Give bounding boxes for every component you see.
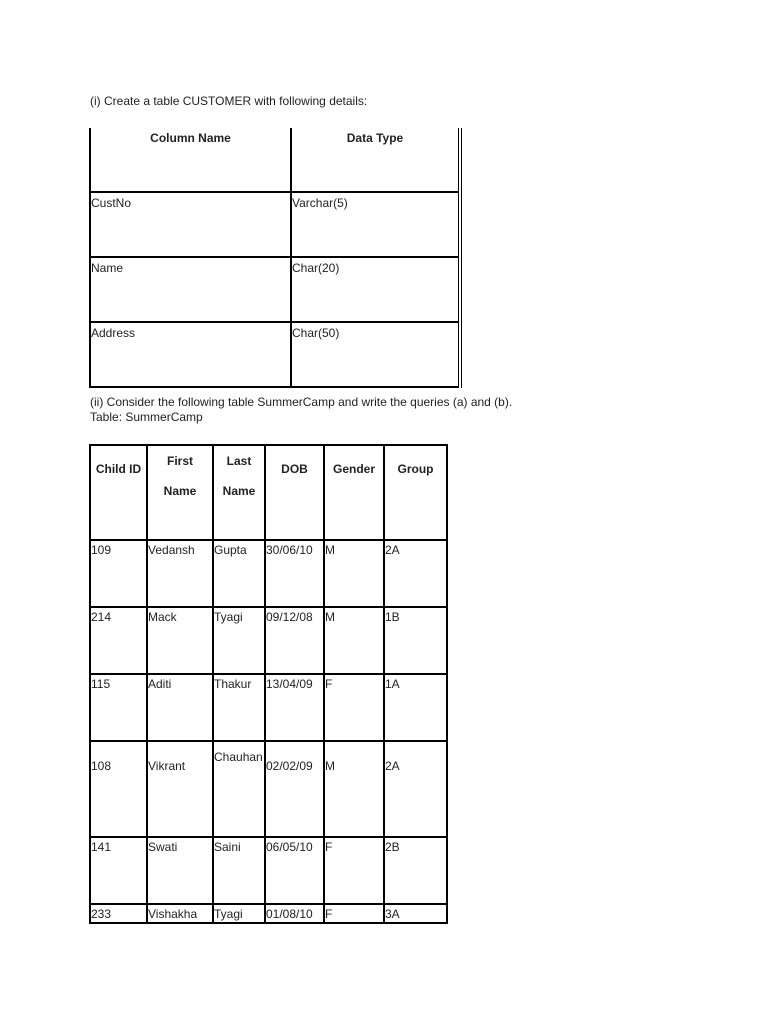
group-cell: 2A [384, 741, 447, 837]
table-row [90, 607, 447, 674]
last-name-header: Last Name [213, 445, 265, 540]
last-name-cell: Thakur [213, 674, 265, 741]
child-id-cell: 233 [90, 904, 147, 923]
table-row [90, 674, 447, 741]
group-cell: 3A [384, 904, 447, 923]
child-id-header: Child ID [90, 445, 147, 540]
dob-cell: 09/12/08 [265, 607, 324, 674]
child-id-cell: 141 [90, 837, 147, 904]
last-name-cell: Saini [213, 837, 265, 904]
group-cell: 1A [384, 674, 447, 741]
last-name-cell: Tyagi [213, 904, 265, 923]
first-name-cell: Vishakha [147, 904, 213, 923]
data-type-header: Data Type [291, 128, 460, 192]
gender-cell: F [324, 904, 384, 923]
gender-cell: F [324, 674, 384, 741]
first-name-cell: Mack [147, 607, 213, 674]
table-row [90, 904, 447, 923]
table-row [90, 257, 460, 322]
group-cell: 2A [384, 540, 447, 607]
child-id-cell: 115 [90, 674, 147, 741]
gender-cell: M [324, 540, 384, 607]
gender-header: Gender [324, 445, 384, 540]
table-header-row [90, 445, 447, 540]
last-name-cell: Chauhan [213, 741, 265, 837]
data-type-cell: Char(50) [291, 322, 460, 387]
first-name-header: First Name [147, 445, 213, 540]
first-name-cell: Aditi [147, 674, 213, 741]
dob-cell: 06/05/10 [265, 837, 324, 904]
first-name-cell: Vikrant [147, 741, 213, 837]
child-id-cell: 214 [90, 607, 147, 674]
group-cell: 1B [384, 607, 447, 674]
table-header-row [90, 128, 460, 192]
question-1-text: (i) Create a table CUSTOMER with following details: [90, 94, 368, 108]
first-name-cell: Swati [147, 837, 213, 904]
summercamp-table [89, 444, 448, 924]
column-name-cell: CustNo [90, 192, 291, 257]
child-id-cell: 109 [90, 540, 147, 607]
table-row [90, 192, 460, 257]
last-name-cell: Tyagi [213, 607, 265, 674]
question-2-text: (ii) Consider the following table SummerCamp and write the queries (a) and (b). [90, 395, 513, 409]
gender-cell: M [324, 607, 384, 674]
group-cell: 2B [384, 837, 447, 904]
table-row [90, 837, 447, 904]
gender-cell: F [324, 837, 384, 904]
dob-cell: 13/04/09 [265, 674, 324, 741]
column-name-cell: Name [90, 257, 291, 322]
data-type-cell: Varchar(5) [291, 192, 460, 257]
dob-cell: 02/02/09 [265, 741, 324, 837]
table-row [90, 540, 447, 607]
table-row [90, 322, 460, 387]
gender-cell: M [324, 741, 384, 837]
child-id-cell: 108 [90, 741, 147, 837]
column-name-header: Column Name [90, 128, 291, 192]
column-name-cell: Address [90, 322, 291, 387]
table-row [90, 741, 447, 837]
dob-header: DOB [265, 445, 324, 540]
customer-table [89, 128, 462, 388]
dob-cell: 01/08/10 [265, 904, 324, 923]
data-type-cell: Char(20) [291, 257, 460, 322]
first-name-cell: Vedansh [147, 540, 213, 607]
group-header: Group [384, 445, 447, 540]
dob-cell: 30/06/10 [265, 540, 324, 607]
last-name-cell: Gupta [213, 540, 265, 607]
table-caption: Table: SummerCamp [90, 410, 203, 424]
